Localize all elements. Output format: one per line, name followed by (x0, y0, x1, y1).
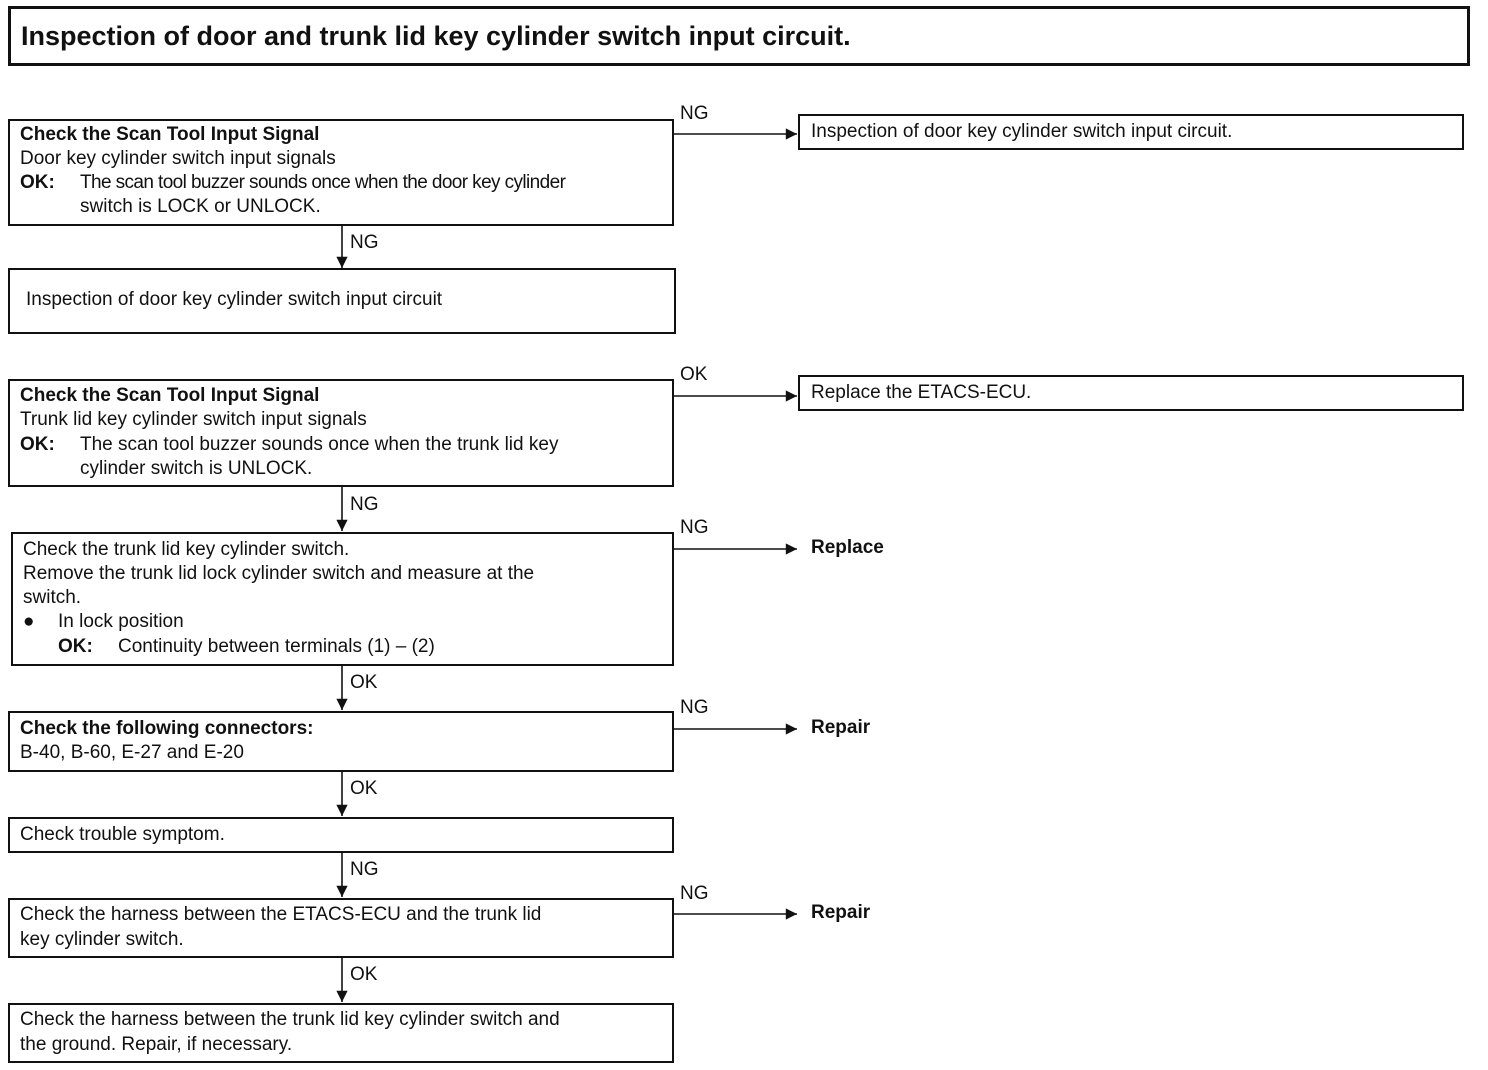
label-step5-down: OK (350, 778, 378, 799)
step3-ok-line2: cylinder switch is UNLOCK. (80, 458, 313, 479)
result3-text: Replace the ETACS-ECU. (811, 382, 1032, 403)
step4-bullet: In lock position (58, 611, 184, 632)
label-step1-down: NG (350, 232, 379, 253)
result7-text: Repair (811, 902, 871, 923)
step2-text: Inspection of door key cylinder switch input circuit (26, 289, 443, 310)
label-step3-down: NG (350, 494, 379, 515)
step5-line1: B-40, B-60, E-27 and E-20 (20, 742, 244, 763)
page-title: Inspection of door and trunk lid key cylinder switch input circuit. (21, 21, 851, 51)
step1-ok-line2: switch is LOCK or UNLOCK. (80, 196, 321, 217)
step3-ok-label: OK: (20, 434, 55, 455)
label-step7-right: NG (680, 883, 709, 904)
label-step6-down: NG (350, 859, 379, 880)
step7-line1: Check the harness between the ETACS-ECU and the trunk lid (20, 904, 542, 925)
result5-text: Repair (811, 717, 871, 738)
label-step4-right: NG (680, 517, 709, 538)
step8-line1: Check the harness between the trunk lid key cylinder switch and (20, 1009, 560, 1030)
step5-heading: Check the following connectors: (20, 718, 314, 739)
step4-ok-label: OK: (58, 636, 93, 657)
step4-line2: Remove the trunk lid lock cylinder switch and measure at the (23, 563, 535, 584)
step1-line1: Door key cylinder switch input signals (20, 148, 336, 169)
label-step1-right: NG (680, 103, 709, 124)
step4-line3: switch. (23, 587, 82, 608)
step1-ok-label: OK: (20, 172, 55, 193)
label-step5-right: NG (680, 697, 709, 718)
step1-ok-line1: The scan tool buzzer sounds once when the door key cylinder (80, 172, 566, 193)
step3-heading: Check the Scan Tool Input Signal (20, 385, 320, 406)
step8-line2: the ground. Repair, if necessary. (20, 1034, 293, 1055)
label-step4-down: OK (350, 672, 378, 693)
bullet-icon: ● (23, 611, 35, 632)
step6-text: Check trouble symptom. (20, 824, 225, 845)
step4-line1: Check the trunk lid key cylinder switch. (23, 539, 350, 560)
label-step7-down: OK (350, 964, 378, 985)
result1-text: Inspection of door key cylinder switch input circuit. (811, 121, 1233, 142)
result4-text: Replace (811, 537, 884, 558)
step1-heading: Check the Scan Tool Input Signal (20, 124, 320, 145)
step4-ok-text: Continuity between terminals (1) – (2) (118, 636, 435, 657)
label-step3-right: OK (680, 364, 708, 385)
step3-ok-line1: The scan tool buzzer sounds once when the trunk lid key (80, 434, 559, 455)
step3-line1: Trunk lid key cylinder switch input signals (20, 409, 367, 430)
step7-line2: key cylinder switch. (20, 929, 184, 950)
